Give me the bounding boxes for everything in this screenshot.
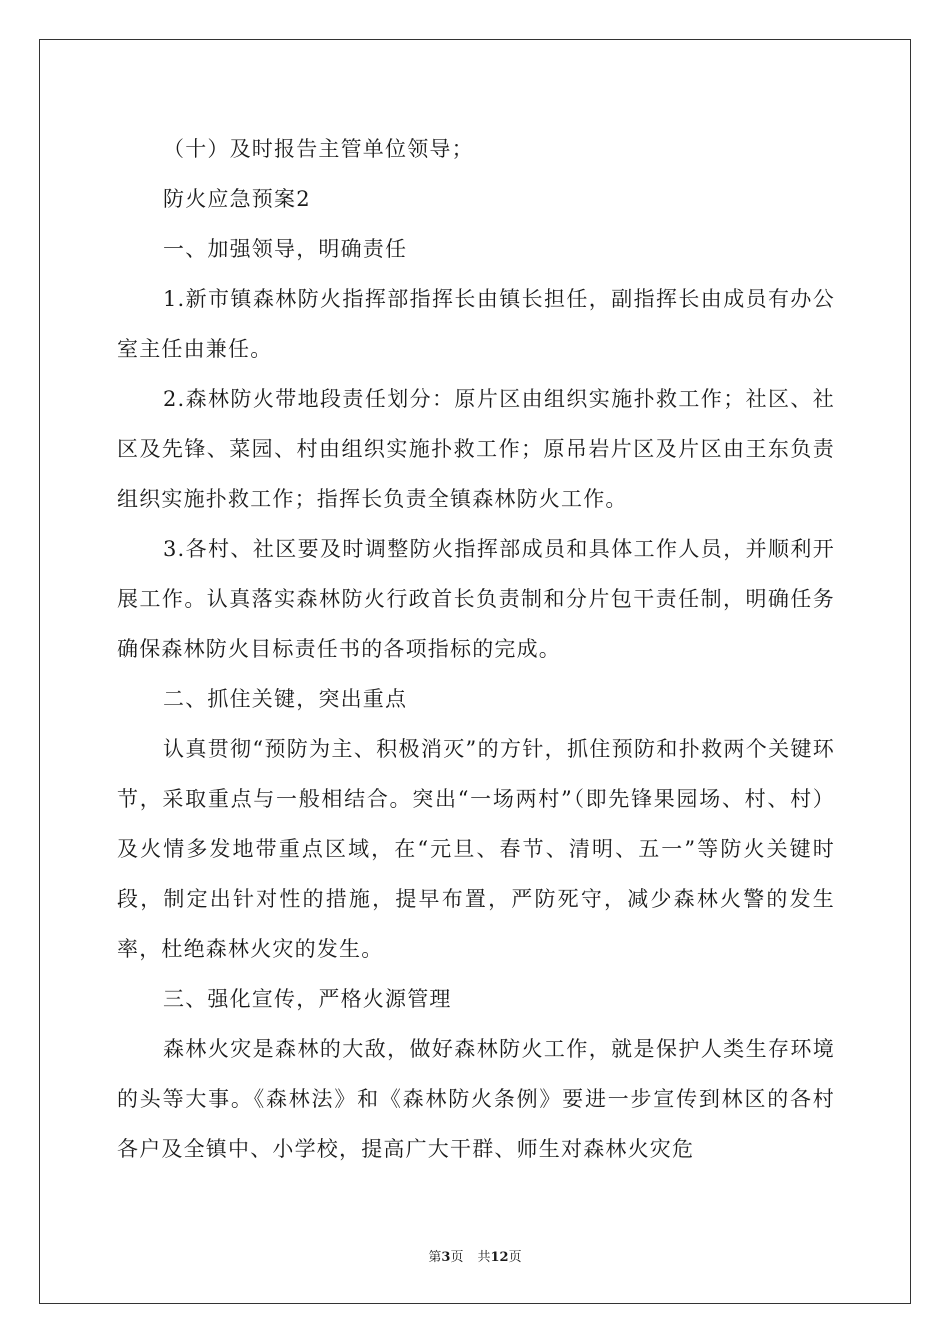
section-title-plan-2: 防火应急预案2 <box>163 187 311 211</box>
paragraph-item-10: （十）及时报告主管单位领导； <box>163 137 474 161</box>
paragraph-publicity: 森林火灾是森林的大敌，做好森林防火工作，就是保护人类生存环境的头等大事。《森林法》和《森林防火条例》要进一步宣传到林区的各村各户及全镇中、小学校，提高广大干群、师生对森林火灾危 <box>117 1037 835 1161</box>
page-footer <box>0 1246 950 1265</box>
page-prefix: 第 <box>428 1250 442 1265</box>
heading-key-points: 二、抓住关键，突出重点 <box>163 687 408 711</box>
total-prefix: 共 <box>477 1250 491 1265</box>
heading-leadership: 一、加强领导，明确责任 <box>163 237 408 261</box>
current-page-number: 3 <box>441 1250 451 1265</box>
paragraph-3: 3.各村、社区要及时调整防火指挥部成员和具体工作人员，并顺利开展工作。认真落实森林防火行政首长负责制和分片包干责任制，明确任务确保森林防火目标责任书的各项指标的完成。 <box>117 537 835 661</box>
total-page-count: 12 <box>490 1250 509 1265</box>
document-body <box>117 124 835 1174</box>
heading-publicity: 三、强化宣传，严格火源管理 <box>163 987 452 1011</box>
paragraph-1: 1.新市镇森林防火指挥部指挥长由镇长担任，副指挥长由成员有办公室主任由兼任。 <box>117 287 835 361</box>
paragraph-2: 2.森林防火带地段责任划分：原片区由组织实施扑救工作；社区、社区及先锋、菜园、村由组织实施扑救工作；原吊岩片区及片区由王东负责组织实施扑救工作；指挥长负责全镇森林防火工作。 <box>117 387 835 511</box>
page-unit: 页 <box>450 1250 464 1265</box>
total-unit: 页 <box>508 1250 522 1265</box>
paragraph-key-points: 认真贯彻“预防为主、积极消灭”的方针，抓住预防和扑救两个关键环节，采取重点与一般相结合。突出“一场两村”（即先锋果园场、村、村）及火情多发地带重点区域，在“元旦、春节、清明、五一”等防火关键时段，制定出针对性的措施，提早布置，严防死守，减少森林火警的发生率，杜绝森林火灾的发生。 <box>117 737 835 961</box>
